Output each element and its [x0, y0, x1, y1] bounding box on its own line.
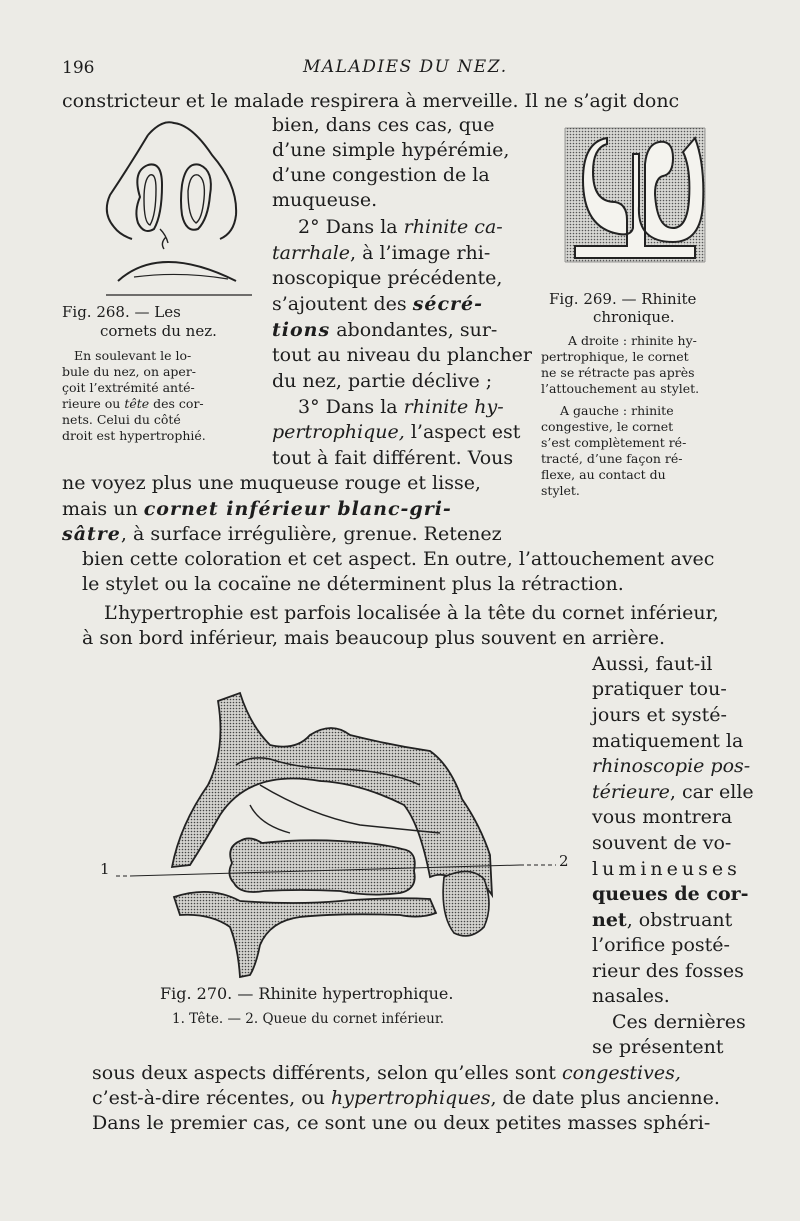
figure-269-cornet-illustration — [563, 124, 708, 266]
figure-270-caption: Fig. 270. — Rhinite hypertrophique. — [160, 984, 454, 1003]
text-line: tout au niveau du plancher — [272, 344, 532, 366]
text-line: s’ajoutent des sécré- — [272, 293, 484, 315]
text-line: souvent de vo- — [592, 832, 732, 854]
figure-269-legend: A droite : rhinite hy- — [568, 333, 697, 348]
text-line: tout à fait différent. Vous — [272, 447, 514, 469]
figure-268-legend: nets. Celui du côté — [62, 412, 181, 427]
figure-268-legend: droit est hypertrophié. — [62, 428, 206, 443]
page-number: 196 — [62, 58, 95, 78]
text-line: noscopique précédente, — [272, 267, 503, 289]
figure-269-caption-line2: chronique. — [593, 308, 675, 326]
text-line: pertrophique, l’aspect est — [272, 421, 521, 443]
figure-268-legend: En soulevant le lo- — [74, 348, 192, 363]
text-line: queues de cor- — [592, 883, 749, 905]
text-line: L’hypertrophie est parfois localisée à la tête du cornet inférieur, — [104, 602, 719, 624]
text-line: le stylet ou la cocaïne ne déterminent plus la rétraction. — [82, 573, 624, 595]
text-line: muqueuse. — [272, 189, 378, 211]
figure-268-legend: çoit l’extrémité anté- — [62, 380, 195, 395]
figure-269-legend: A gauche : rhinite — [560, 403, 674, 418]
figure-269-legend: pertrophique, le cornet — [541, 349, 689, 364]
text-line: se présentent — [592, 1036, 724, 1058]
text-line: tions abondantes, sur- — [272, 319, 498, 341]
text-line: Dans le premier cas, ce sont une ou deux petites masses sphéri- — [92, 1112, 711, 1134]
figure-269-legend: flexe, au contact du — [541, 467, 666, 482]
text-line: tarrhale, à l’image rhi- — [272, 242, 491, 264]
text-line: constricteur et le malade respirera à merveille. Il ne s’agit donc — [62, 90, 680, 112]
text-line: mais un cornet inférieur blanc-gri- — [62, 498, 452, 520]
text-line: sous deux aspects différents, selon qu’elles sont congestives, — [92, 1062, 681, 1084]
text-line: sâtre, à surface irrégulière, grenue. Retenez — [62, 523, 502, 545]
text-line: à son bord inférieur, mais beaucoup plus souvent en arrière. — [82, 627, 666, 649]
text-line: l’orifice posté- — [592, 934, 730, 956]
figure-268-caption: Fig. 268. — Les — [62, 303, 181, 321]
text-line: rhinoscopie pos- — [592, 755, 751, 777]
text-line: rieur des fosses — [592, 960, 744, 982]
text-line: bien cette coloration et cet aspect. En outre, l’attouchement avec — [82, 548, 715, 570]
figure-270-label-1: 1 — [100, 860, 110, 878]
text-line: jours et systé- — [592, 704, 727, 726]
figure-269-legend: stylet. — [541, 483, 580, 498]
figure-269-legend: ne se rétracte pas après — [541, 365, 695, 380]
text-line: matiquement la — [592, 730, 744, 752]
text-line: pratiquer tou- — [592, 678, 727, 700]
figure-268-legend: rieure ou tête des cor- — [62, 396, 204, 411]
text-line: térieure, car elle — [592, 781, 754, 803]
text-line: ne voyez plus une muqueuse rouge et lisse, — [62, 472, 481, 494]
figure-270-sagittal-section — [100, 665, 580, 985]
figure-270-legend: 1. Tête. — 2. Queue du cornet inférieur. — [172, 1011, 445, 1027]
text-line: Ces dernières — [612, 1011, 746, 1033]
text-line: 3° Dans la rhinite hy- — [298, 396, 504, 418]
figure-269-legend: l’attouchement au stylet. — [541, 381, 700, 396]
figure-269-legend: tracté, d’une façon ré- — [541, 451, 683, 466]
text-line: lumineuses — [592, 858, 741, 880]
figure-269-legend: s’est complètement ré- — [541, 435, 687, 450]
text-line: 2° Dans la rhinite ca- — [298, 216, 503, 238]
figure-270-label-2: 2 — [559, 852, 569, 870]
text-line: du nez, partie déclive ; — [272, 370, 493, 392]
figure-269-caption: Fig. 269. — Rhinite — [549, 290, 697, 308]
text-line: nasales. — [592, 985, 670, 1007]
text-line: Aussi, faut-il — [592, 653, 713, 675]
text-line: net, obstruant — [592, 909, 733, 931]
figure-268-nose-illustration — [100, 115, 260, 300]
text-line: bien, dans ces cas, que — [272, 114, 495, 136]
text-line: vous montrera — [592, 806, 733, 828]
figure-269-legend: congestive, le cornet — [541, 419, 674, 434]
text-line: c’est-à-dire récentes, ou hypertrophiques, de date plus ancienne. — [92, 1087, 720, 1109]
figure-268-legend: bule du nez, on aper- — [62, 364, 197, 379]
text-line: d’une congestion de la — [272, 164, 490, 186]
text-line: d’une simple hypérémie, — [272, 139, 510, 161]
running-title: MALADIES DU NEZ. — [303, 57, 508, 77]
figure-268-caption-line2: cornets du nez. — [100, 322, 217, 340]
